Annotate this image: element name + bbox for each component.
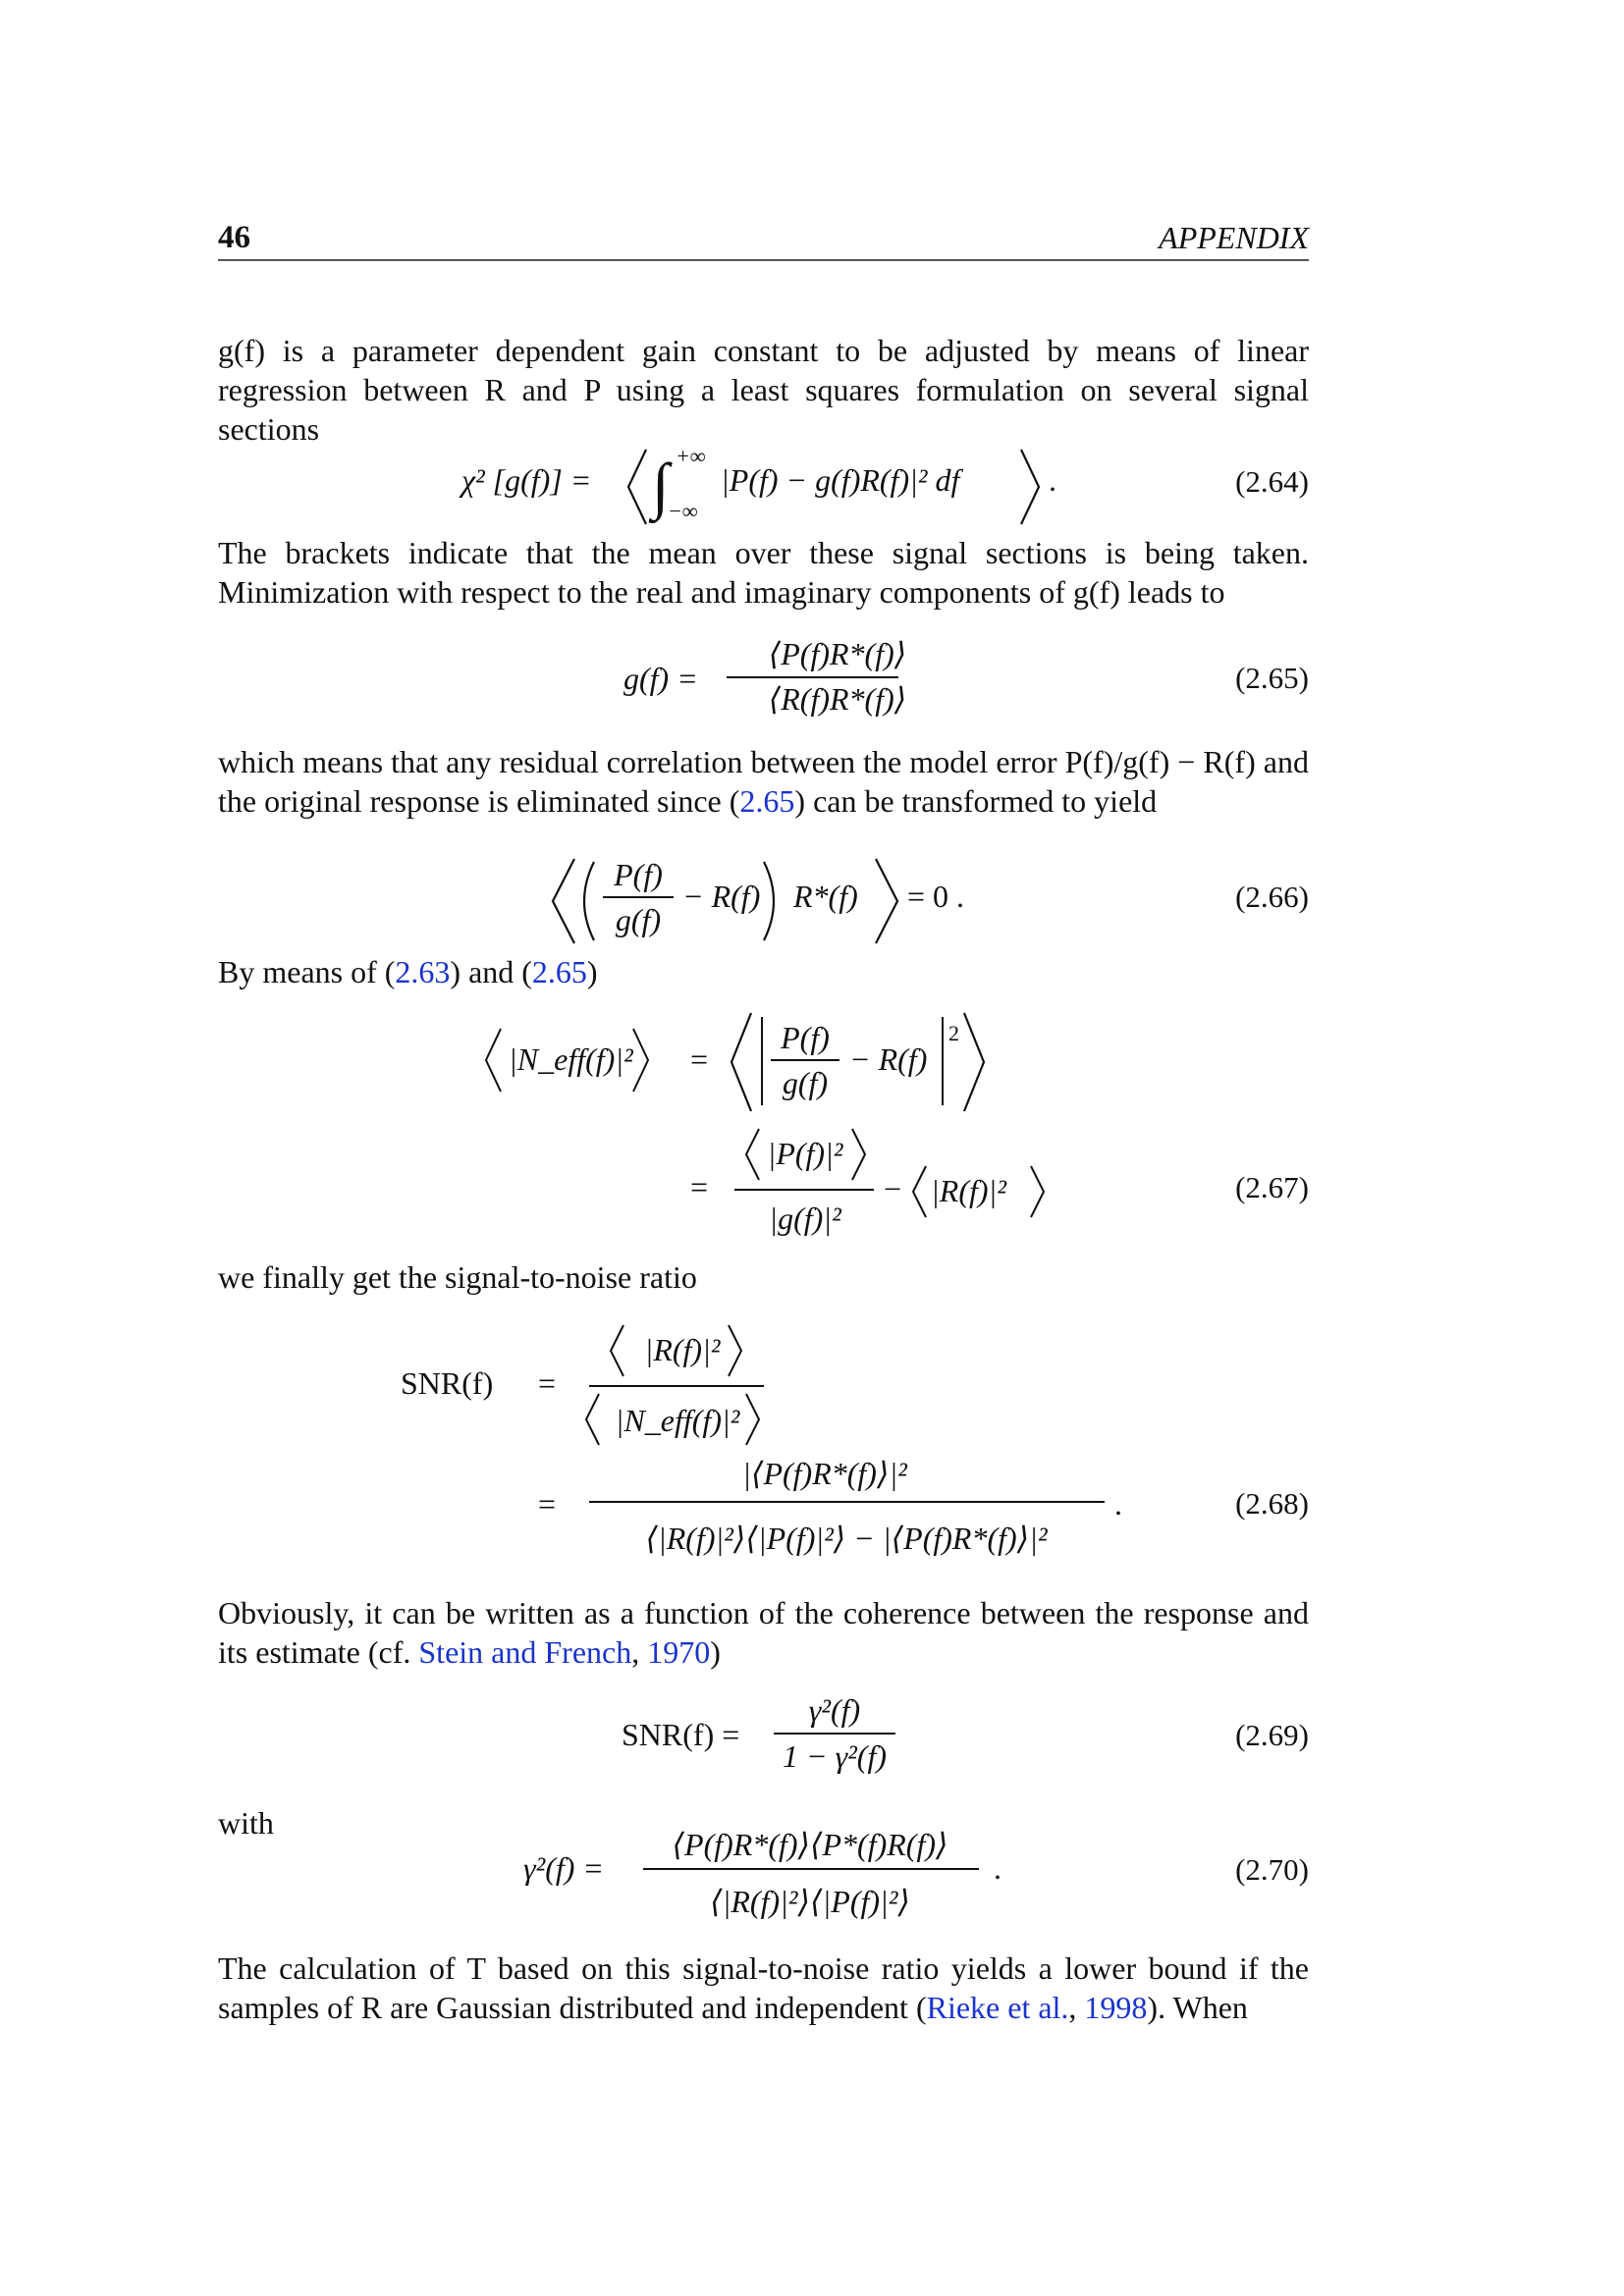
equation-2-65 (623, 636, 906, 717)
eq67-num-left-angle (746, 1129, 759, 1180)
eq68-eq-sign-1: = (538, 1365, 557, 1401)
eq70-denominator: ⟨|R(f)|²⟩⟨|P(f)|²⟩ (710, 1884, 910, 1919)
eq67-square: 2 (948, 1021, 959, 1045)
ref-link-2-65[interactable]: 2.65 (739, 783, 795, 819)
eq66-denominator: g(f) (615, 902, 662, 937)
eq67-right-angle (964, 1013, 984, 1111)
eq67-lhs-right-angle (633, 1029, 648, 1092)
eq68-lhs: SNR(f) (401, 1365, 494, 1401)
eq64-right-angle (1021, 450, 1039, 524)
eq68-num1-right-angle (729, 1325, 741, 1376)
eq67-line2-denominator: |g(f)|² (769, 1201, 841, 1236)
eq67-denominator: g(f) (782, 1065, 829, 1100)
eq67-lhs: |N_eff(f)|² (509, 1041, 633, 1077)
equation-number-2-68: (2.68) (1235, 1486, 1309, 1521)
eq69-lhs: SNR(f) = (622, 1717, 740, 1752)
eq68-denominator-2: ⟨|R(f)|²⟩⟨|P(f)|²⟩ − |⟨P(f)R*(f)⟩|² (645, 1521, 1048, 1556)
eq65-denominator: ⟨R(f)R*(f)⟩ (768, 681, 907, 717)
eq64-upper-limit: +∞ (676, 444, 706, 468)
equation-number-2-65: (2.65) (1235, 661, 1309, 695)
paragraph-snr-intro: we finally get the signal-to-noise ratio (218, 1259, 697, 1295)
eq64-integrand: |P(f) − g(f)R(f)|² df (721, 462, 960, 498)
paragraph-calculation: The calculation of T based on this signal-to-noise ratio yields a lower bound if the samples of R are Gaussian distributed and independent (Rieke et al., 1998). When (218, 1950, 1309, 2025)
equation-number-2-70: (2.70) (1235, 1852, 1309, 1887)
eq64-left-angle (628, 450, 646, 524)
eq70-lhs: γ²(f) = (523, 1850, 604, 1886)
paragraph-gain-constant: g(f) is a parameter dependent gain constant to be adjusted by means of linear regression between R and P using a least squares formulation on several signal sections (218, 333, 1309, 447)
citation-year-1998[interactable]: 1998 (1084, 1990, 1148, 2025)
eq64-integral-sign: ∫ (652, 451, 670, 520)
citation-rieke[interactable]: Rieke et al. (926, 1990, 1069, 2025)
eq66-right-paren (764, 862, 774, 940)
eq65-numerator: ⟨P(f)R*(f)⟩ (768, 636, 907, 671)
paragraph-residual-correlation: which means that any residual correlation between the model error P(f)/g(f) − R(f) and the original response is eliminated since (2.65) can be transformed to yield (218, 744, 1309, 819)
eq67-line2-numerator: |P(f)|² (767, 1136, 843, 1171)
citation-stein-french[interactable]: Stein and French (418, 1634, 632, 1670)
ref-link-2-63[interactable]: 2.63 (395, 954, 451, 989)
equation-number-2-69: (2.69) (1235, 1718, 1309, 1752)
eq68-numerator-2: |⟨P(f)R*(f)⟩|² (742, 1456, 907, 1491)
equation-2-70 (523, 1827, 1001, 1919)
eq67-numerator: P(f) (781, 1020, 830, 1055)
eq67-term-right-angle (1031, 1166, 1044, 1217)
eq70-period: . (994, 1850, 1001, 1886)
eq67-left-angle (731, 1013, 751, 1111)
paragraph-by-means-of: By means of (2.63) and (2.65) (218, 954, 598, 989)
eq66-numerator: P(f) (614, 857, 663, 892)
chapter-title: APPENDIX (1159, 220, 1309, 255)
eq67-term-left-angle (913, 1166, 926, 1217)
eq68-period: . (1114, 1486, 1122, 1522)
eq68-numerator-1: |R(f)|² (644, 1332, 721, 1367)
equation-2-67 (486, 1013, 1044, 1236)
equation-2-66 (553, 857, 964, 943)
eq69-numerator: γ²(f) (808, 1692, 861, 1728)
equation-2-64 (459, 444, 1056, 524)
eq66-minus-term: − R(f) (682, 879, 761, 914)
eq67-num-right-angle (852, 1129, 865, 1180)
eq66-left-angle (553, 859, 574, 943)
eq66-conjugate: R*(f) (793, 879, 858, 914)
page-number: 46 (218, 220, 250, 255)
eq68-num1-left-angle (611, 1325, 623, 1376)
eq64-lhs: χ² [g(f)] = (461, 462, 592, 498)
eq67-lhs-left-angle (486, 1029, 501, 1092)
eq68-den1-left-angle (586, 1394, 599, 1445)
eq67-line2-minus: − (884, 1171, 902, 1206)
eq64-lower-limit: −∞ (668, 499, 698, 523)
eq67-eq-sign-1: = (690, 1041, 709, 1077)
paragraph-coherence: Obviously, it can be written as a function of the coherence between the response and its estimate (cf. Stein and French, 1970) (218, 1595, 1309, 1670)
eq66-right-angle (876, 859, 897, 943)
equation-number-2-64: (2.64) (1235, 464, 1309, 499)
paragraph-brackets: The brackets indicate that the mean over these signal sections is being taken. Minimization with respect to the real and imaginary components of g(f) leads to (218, 535, 1309, 610)
eq67-eq-sign-2: = (690, 1169, 709, 1204)
ref-link-2-65-b[interactable]: 2.65 (531, 954, 587, 989)
eq70-numerator: ⟨P(f)R*(f)⟩⟨P*(f)R(f)⟩ (672, 1827, 948, 1862)
equation-number-2-66: (2.66) (1235, 880, 1309, 914)
eq68-denominator-1: |N_eff(f)|² (615, 1403, 740, 1438)
citation-year-1970[interactable]: 1970 (647, 1634, 711, 1670)
eq67-line2-term: |R(f)|² (931, 1173, 1006, 1208)
eq66-rhs: = 0 . (907, 879, 965, 914)
eq66-left-paren (584, 862, 594, 940)
paragraph-with: with (218, 1805, 274, 1841)
equation-2-69 (622, 1692, 895, 1774)
eq68-den1-right-angle (746, 1394, 759, 1445)
eq64-period: . (1049, 462, 1056, 498)
equation-2-68 (401, 1325, 1122, 1556)
eq65-lhs: g(f) = (623, 661, 698, 696)
eq68-eq-sign-2: = (538, 1486, 557, 1522)
eq67-minus-term: − R(f) (849, 1041, 928, 1077)
equation-number-2-67: (2.67) (1235, 1170, 1309, 1204)
eq69-denominator: 1 − γ²(f) (783, 1738, 887, 1774)
